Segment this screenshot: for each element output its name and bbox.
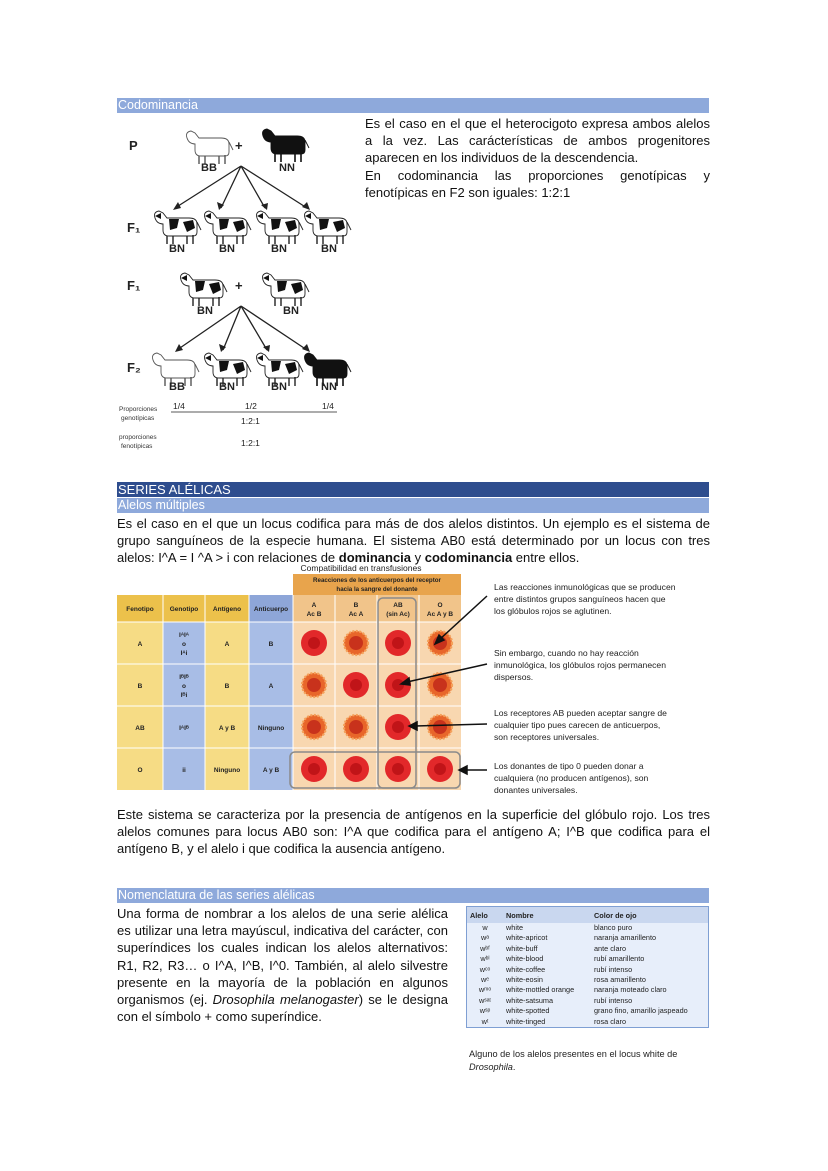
parent-right-genotype: NN bbox=[279, 162, 295, 174]
donor-type-label: O bbox=[437, 602, 443, 609]
f1-cow-4 bbox=[305, 211, 352, 244]
f2-genotype-1: BB bbox=[169, 381, 185, 393]
codominancia-text-1: Es el caso en el que el heterocigoto expresa ambos alelos a la vez. Las carácterísticas de ambos progenitores aparecen en los individuos de la descendencia. bbox=[365, 116, 710, 166]
note-1-line-2: entre distintos grupos sanguíneos hacen que bbox=[494, 594, 666, 604]
generation-label-f1-cross: F₁ bbox=[127, 278, 141, 293]
agglutinated-core bbox=[307, 678, 321, 692]
donor-antibody-label: Ac B bbox=[306, 611, 322, 618]
header-fenotipo: Fenotipo bbox=[126, 606, 154, 613]
row-anticuerpo: Ninguno bbox=[257, 725, 285, 732]
caption-species: Drosophila bbox=[469, 1061, 513, 1072]
nomenclatura-text: Una forma de nombrar a los alelos de una serie alélica es utilizar una letra mayúscul, indicativa del carácter, con superíndices los cuales indican los alelos alternativos: R1, R2, R3… o I^A, I^B, I^0. También, al alelo silvestre presente en la mayoría de la población en algunos organismos (ej. bbox=[117, 906, 448, 1008]
dispersed-core bbox=[308, 637, 320, 649]
note-3-line-1: Los receptores AB pueden aceptar sangre de bbox=[494, 708, 667, 718]
allele-name: white-apricot bbox=[503, 933, 591, 943]
allele-name: white-blood bbox=[503, 954, 591, 964]
abo-header-line-1: Reacciones de los anticuerpos del receptor bbox=[313, 577, 441, 584]
eye-color: rubí intenso bbox=[591, 965, 709, 975]
section-bar-series-alelicas bbox=[117, 482, 709, 497]
f1-cow-2 bbox=[205, 211, 252, 244]
prop-geno-ratio: 1:2:1 bbox=[241, 416, 260, 426]
prop-geno-label-1: Proporciones bbox=[119, 406, 158, 413]
table-header-row bbox=[467, 907, 709, 924]
eye-color: rubí amarillento bbox=[591, 954, 709, 964]
agglutinated-core bbox=[433, 678, 447, 692]
prop-feno-ratio: 1:2:1 bbox=[241, 438, 260, 448]
f1-cow-3 bbox=[257, 211, 304, 244]
agglutinated-core bbox=[433, 720, 447, 734]
row-genotipo: Iᴮi bbox=[180, 692, 188, 699]
row-genotipo: Iᴬi bbox=[180, 650, 188, 657]
allele-name: white bbox=[503, 923, 591, 933]
row-antigeno: B bbox=[224, 683, 230, 690]
allele-symbol: wᶜᵒ bbox=[467, 965, 504, 975]
dispersed-core bbox=[434, 763, 446, 775]
eye-color: ante claro bbox=[591, 944, 709, 954]
agglutinated-core bbox=[349, 720, 363, 734]
parent-white-cow bbox=[187, 131, 234, 164]
allele-name: white-tinged bbox=[503, 1017, 591, 1028]
dispersed-core bbox=[350, 763, 362, 775]
agglutinated-core bbox=[307, 720, 321, 734]
row-antigeno: Ninguno bbox=[213, 767, 241, 774]
intro-text: Es el caso en el que un locus codifica para más de dos alelos distintos. Un ejemplo es el sistema de grupo sanguíneos de la especie humana. El sistema AB0 está determinado por un locus con tres alelos: I^A = I ^A > i con relaciones de bbox=[117, 516, 710, 566]
intro-end: entre ellos. bbox=[512, 550, 580, 566]
allele-symbol: wᵗ bbox=[467, 1017, 504, 1028]
subsection-bar-alelos-multiples bbox=[117, 498, 709, 513]
allele-symbol: w bbox=[467, 923, 504, 933]
cross-plus-sign: + bbox=[235, 138, 243, 153]
subsection-title: Alelos múltiples bbox=[118, 498, 205, 512]
allele-name: white-spotted bbox=[503, 1006, 591, 1016]
eye-color: rosa amarillento bbox=[591, 975, 709, 985]
note-4-line-2: cualquiera (no producen antígenos), son bbox=[494, 773, 649, 783]
abo-header-line-2: hacia la sangre del donante bbox=[336, 586, 418, 593]
agglutinated-core bbox=[349, 636, 363, 650]
header-color-de-ojo: Color de ojo bbox=[591, 907, 709, 924]
f1-cross-cow-left bbox=[181, 273, 228, 306]
header-anticuerpo: Anticuerpo bbox=[253, 606, 289, 613]
f1-cow-1 bbox=[155, 211, 202, 244]
allele-symbol: wᵇᶠ bbox=[467, 944, 504, 954]
row-fenotipo: O bbox=[137, 767, 143, 774]
row-fenotipo: B bbox=[137, 683, 143, 690]
note-2-line-2: inmunológica, los glóbulos rojos permanecen bbox=[494, 660, 666, 670]
dispersed-core bbox=[392, 637, 404, 649]
allele-name: white-coffee bbox=[503, 965, 591, 975]
row-fenotipo: AB bbox=[135, 725, 145, 732]
parent-black-cow bbox=[263, 129, 310, 162]
caption-end: . bbox=[512, 1061, 516, 1072]
prop-geno-frac-1: 1/4 bbox=[173, 401, 185, 411]
f1-genotype-1: BN bbox=[169, 243, 185, 255]
prop-geno-label-2: genotípicas bbox=[121, 415, 155, 422]
donor-type-label: A bbox=[311, 602, 317, 609]
nomenclatura-text-end: ) se le designa con el símbolo + como superíndice. bbox=[117, 992, 448, 1025]
dispersed-core bbox=[392, 763, 404, 775]
table-row bbox=[467, 1006, 709, 1016]
abo-blood-compatibility-figure bbox=[117, 564, 709, 800]
note-1-line-1: Las reacciones inmunológicas que se producen bbox=[494, 582, 676, 592]
row-anticuerpo: A bbox=[268, 683, 274, 690]
donor-antibody-label: Ac A bbox=[348, 611, 364, 618]
table-row bbox=[467, 954, 709, 964]
table-row bbox=[467, 985, 709, 995]
donor-type-label: B bbox=[353, 602, 359, 609]
annotation-note-3 bbox=[494, 708, 667, 742]
section-title: SERIES ALÉLICAS bbox=[118, 482, 231, 497]
f1-cross-cow-right bbox=[263, 273, 310, 306]
dispersed-core bbox=[350, 679, 362, 691]
abo-system-paragraph: Este sistema se caracteriza por la presencia de antígenos en la superficie del glóbulo rojo. Los tres alelos comunes para locus AB0 son: I^A que codifica para el antígeno A; I^B que codifica para el antígeno B, y el alelo i que codifica la ausencia antígeno. bbox=[117, 807, 710, 857]
dispersed-core bbox=[392, 721, 404, 733]
row-genotipo: o bbox=[182, 683, 186, 690]
eye-color: rubí intenso bbox=[591, 996, 709, 1006]
header-nombre: Nombre bbox=[503, 907, 591, 924]
species-name: Drosophila melanogaster bbox=[212, 992, 359, 1008]
allele-symbol: wᵉ bbox=[467, 975, 504, 985]
nomenclatura-paragraph bbox=[117, 905, 448, 1025]
row-genotipo: o bbox=[182, 641, 186, 648]
table-caption bbox=[469, 1048, 714, 1073]
prop-geno-frac-2: 1/2 bbox=[245, 401, 257, 411]
row-fenotipo: A bbox=[137, 641, 143, 648]
term-codominancia: codominancia bbox=[424, 550, 513, 566]
parent-left-genotype: BB bbox=[201, 162, 217, 174]
note-4-line-1: Los donantes de tipo 0 pueden donar a bbox=[494, 761, 644, 771]
note-1-line-3: los glóbulos rojos se aglutinen. bbox=[494, 606, 612, 616]
table-row bbox=[467, 996, 709, 1006]
generation-label-f2: F₂ bbox=[127, 360, 141, 375]
allele-symbol: wᵇˡ bbox=[467, 954, 504, 964]
eye-color: naranja amarillento bbox=[591, 933, 709, 943]
f1-arrowheads bbox=[173, 202, 310, 210]
note-3-line-2: cualquier tipo pues carecen de anticuerpos, bbox=[494, 720, 661, 730]
header-genotipo: Genotipo bbox=[169, 606, 199, 613]
row-genotipo: IᴬIᴬ bbox=[179, 632, 189, 639]
row-anticuerpo: B bbox=[268, 641, 274, 648]
eye-color: rosa claro bbox=[591, 1017, 709, 1028]
allele-symbol: wˢᵖ bbox=[467, 1006, 504, 1016]
alelos-multiples-paragraph bbox=[117, 515, 710, 567]
allele-symbol: wᵐᵒ bbox=[467, 985, 504, 995]
allele-name: white-satsuma bbox=[503, 996, 591, 1006]
prop-feno-label-1: proporciones bbox=[119, 434, 157, 441]
term-dominancia: dominancia bbox=[338, 550, 412, 566]
f2-genotype-4: NN bbox=[321, 381, 337, 393]
section-bar-codominancia bbox=[117, 98, 709, 113]
abo-title: Compatibilidad en transfusiones bbox=[300, 564, 422, 573]
table-row bbox=[467, 965, 709, 975]
table-row bbox=[467, 975, 709, 985]
note-2-line-3: dispersos. bbox=[494, 672, 534, 682]
annotation-note-4 bbox=[494, 761, 649, 795]
header-antigeno: Antígeno bbox=[212, 606, 242, 613]
donor-antibody-label: Ac A y B bbox=[426, 611, 454, 618]
f1-cross-right-genotype: BN bbox=[283, 305, 299, 317]
row-genotipo: ii bbox=[182, 767, 186, 774]
section-title: Nomenclatura de las series alélicas bbox=[118, 888, 315, 902]
table-body bbox=[467, 923, 709, 1028]
codominance-cow-cross-diagram bbox=[117, 120, 357, 460]
annotation-note-2 bbox=[494, 648, 666, 682]
caption-text: Alguno de los alelos presentes en el locus white de bbox=[469, 1049, 678, 1059]
table-row bbox=[467, 933, 709, 943]
prop-feno-label-2: fenotípicas bbox=[121, 443, 153, 450]
eye-color: blanco puro bbox=[591, 923, 709, 933]
generation-label-f1: F₁ bbox=[127, 220, 141, 235]
annotation-note-1 bbox=[494, 582, 676, 616]
allele-symbol: wˢᵃᵗ bbox=[467, 996, 504, 1006]
allele-name: white-buff bbox=[503, 944, 591, 954]
f2-arrowheads bbox=[175, 344, 310, 352]
allele-name: white-eosin bbox=[503, 975, 591, 985]
dispersed-core bbox=[308, 763, 320, 775]
f1-genotype-3: BN bbox=[271, 243, 287, 255]
generation-label-p: P bbox=[129, 138, 138, 153]
note-4-line-3: donantes universales. bbox=[494, 785, 578, 795]
row-genotipo: IᴮIᴮ bbox=[179, 674, 189, 681]
prop-geno-frac-3: 1/4 bbox=[322, 401, 334, 411]
header-alelo: Alelo bbox=[467, 907, 504, 924]
eye-color: grano fino, amarillo jaspeado bbox=[591, 1006, 709, 1016]
eye-color: naranja moteado claro bbox=[591, 985, 709, 995]
f1-genotype-4: BN bbox=[321, 243, 337, 255]
donor-antibody-label: (sin Ac) bbox=[386, 611, 410, 618]
section-title: Codominancia bbox=[118, 98, 198, 112]
dispersed-core bbox=[392, 679, 404, 691]
f2-genotype-3: BN bbox=[271, 381, 287, 393]
drosophila-white-alleles-table bbox=[466, 906, 709, 1028]
codominancia-paragraph bbox=[365, 115, 710, 201]
section-bar-nomenclatura bbox=[117, 888, 709, 903]
table-row bbox=[467, 944, 709, 954]
donor-type-label: AB bbox=[393, 602, 403, 609]
f1-cross-left-genotype: BN bbox=[197, 305, 213, 317]
row-anticuerpo: A y B bbox=[262, 767, 280, 774]
note-2-line-1: Sin embargo, cuando no hay reacción bbox=[494, 648, 639, 658]
f2-genotype-2: BN bbox=[219, 381, 235, 393]
table-row bbox=[467, 923, 709, 933]
row-antigeno: A y B bbox=[218, 725, 236, 732]
allele-name: white-mottled orange bbox=[503, 985, 591, 995]
codominancia-text-2: En codominancia las proporciones genotípicas y fenotípicas en F2 son iguales: 1:2:1 bbox=[365, 167, 710, 200]
allele-symbol: wᵃ bbox=[467, 933, 504, 943]
intro-y: y bbox=[411, 550, 425, 566]
table-row bbox=[467, 1017, 709, 1028]
f1-cross-plus-sign: + bbox=[235, 278, 243, 293]
row-antigeno: A bbox=[224, 641, 230, 648]
note-3-line-3: son receptores universales. bbox=[494, 732, 600, 742]
row-genotipo: IᴬIᴮ bbox=[179, 725, 189, 732]
f1-genotype-2: BN bbox=[219, 243, 235, 255]
